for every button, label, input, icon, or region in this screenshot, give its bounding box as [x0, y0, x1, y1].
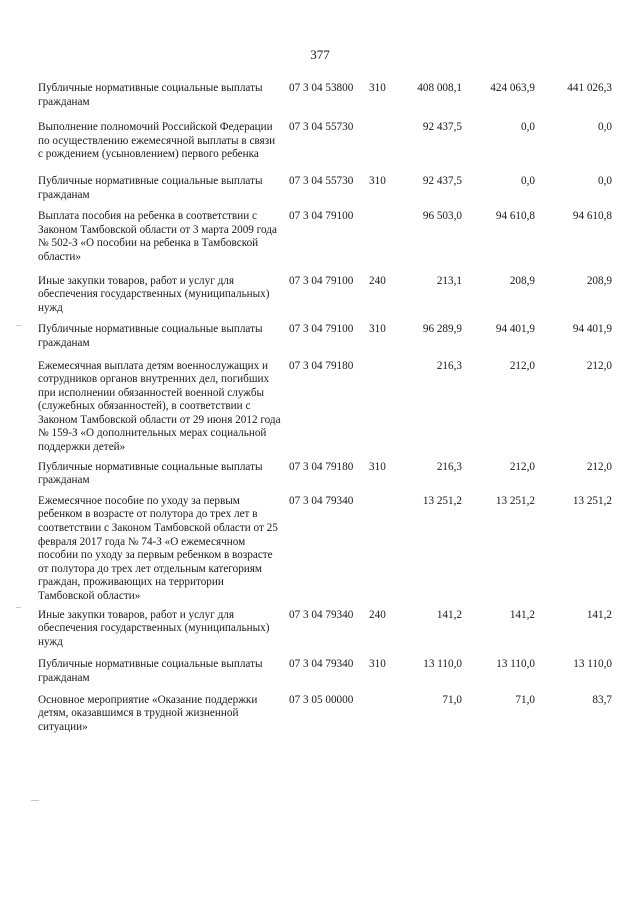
row-value-3: 141,2: [586, 608, 612, 621]
row-value-2: 13 251,2: [495, 494, 535, 507]
page-number: 377: [310, 47, 330, 62]
row-expense-type: 310: [369, 658, 386, 671]
row-value-1: 141,2: [436, 608, 462, 621]
row-value-3: 94 610,8: [572, 210, 612, 223]
row-value-2: 0,0: [521, 174, 535, 187]
row-value-3: 212,0: [586, 460, 612, 473]
table-row: [0, 360, 640, 455]
row-value-1: 92 437,5: [422, 121, 462, 134]
row-code: 07 3 04 55730: [289, 174, 354, 187]
row-name: Ежемесячное пособие по уходу за первым ребенком в возрасте от полутора до трех лет в соответствии с Законом Тамбовской области от 25 февраля 2017 года № 74-З «О ежемесячном пособии по уходу за первым ребенком в возрасте от полутора до трех лет отдельным категориям граждан, проживающих на территории Тамбовской области»: [38, 494, 278, 602]
row-value-3: 0,0: [598, 121, 612, 134]
row-name: Иные закупки товаров, работ и услуг для обеспечения государственных (муниципальных) нужд: [38, 608, 270, 648]
scan-mark: [31, 800, 39, 801]
row-name: Выполнение полномочий Российской Федерации по осуществлению ежемесячной выплаты в связи с рождением (усыновлением) первого ребенка: [38, 121, 276, 161]
row-value-1: 408 008,1: [417, 82, 462, 94]
row-code: 07 3 04 79180: [289, 460, 354, 473]
row-value-1: 96 289,9: [422, 323, 462, 336]
row-name: Ежемесячная выплата детям военнослужащих и сотрудников органов внутренних дел, погибших при исполнении обязанностей военной службы (служебных обязанностей), в соответствии с Законом Тамбовской области от 29 июня 2012 года № 159-З «О дополнительных мерах социальной поддержки детей»: [38, 359, 281, 454]
row-expense-type: 310: [369, 323, 386, 336]
row-code: 07 3 04 79340: [289, 494, 354, 507]
table-row: [0, 121, 640, 162]
row-value-3: 13 110,0: [573, 658, 612, 671]
row-code: 07 3 04 55730: [289, 121, 354, 134]
row-code: 07 3 04 53800: [289, 82, 354, 94]
row-value-1: 13 110,0: [423, 658, 462, 671]
row-name: Иные закупки товаров, работ и услуг для обеспечения государственных (муниципальных) нужд: [38, 274, 270, 314]
row-value-2: 212,0: [509, 460, 535, 473]
row-name: Публичные нормативные социальные выплаты гражданам: [38, 174, 263, 201]
row-value-3: 0,0: [598, 174, 612, 187]
row-name: Выплата пособия на ребенка в соответствии с Законом Тамбовской области от 3 марта 2009 года № 502-З «О пособии на ребенка в Тамбовской области»: [38, 210, 277, 263]
row-name: Основное мероприятие «Оказание поддержки детям, оказавшимся в трудной жизненной ситуации»: [38, 693, 258, 733]
table-row: [0, 609, 640, 650]
row-name: Публичные нормативные социальные выплаты гражданам: [38, 323, 263, 349]
row-value-2: 13 110,0: [496, 658, 535, 671]
row-value-1: 13 251,2: [422, 494, 462, 507]
table-row: [0, 82, 640, 109]
row-code: 07 3 04 79340: [289, 608, 354, 621]
row-name: Публичные нормативные социальные выплаты гражданам: [38, 460, 263, 487]
row-value-3: 94 401,9: [572, 323, 612, 336]
table-row: [0, 275, 640, 316]
table-row: [0, 210, 640, 264]
row-value-1: 71,0: [442, 693, 462, 706]
table-row: [0, 461, 640, 488]
table-row: [0, 175, 640, 202]
row-value-1: 96 503,0: [422, 210, 462, 223]
row-code: 07 3 04 79100: [289, 210, 354, 223]
row-code: 07 3 04 79180: [289, 359, 354, 372]
budget-table: [0, 82, 640, 734]
table-row: [0, 323, 640, 350]
row-name: Публичные нормативные социальные выплаты гражданам: [38, 82, 263, 108]
row-value-2: 208,9: [509, 274, 535, 287]
row-value-3: 83,7: [592, 693, 612, 706]
row-value-1: 213,1: [436, 274, 462, 287]
row-value-1: 92 437,5: [422, 174, 462, 187]
row-value-2: 0,0: [521, 121, 535, 134]
row-name: Публичные нормативные социальные выплаты гражданам: [38, 658, 263, 684]
row-value-2: 141,2: [509, 608, 535, 621]
row-value-3: 441 026,3: [567, 82, 612, 94]
row-value-3: 13 251,2: [572, 494, 612, 507]
row-value-1: 216,3: [436, 359, 462, 372]
row-value-2: 94 610,8: [495, 210, 535, 223]
row-code: 07 3 04 79100: [289, 323, 354, 336]
row-expense-type: 240: [369, 274, 386, 287]
row-expense-type: 310: [369, 82, 386, 94]
row-expense-type: 240: [369, 608, 386, 621]
row-value-2: 424 063,9: [490, 82, 535, 94]
row-value-2: 94 401,9: [495, 323, 535, 336]
row-value-3: 212,0: [586, 359, 612, 372]
row-code: 07 3 04 79340: [289, 658, 354, 671]
row-code: 07 3 04 79100: [289, 274, 354, 287]
row-expense-type: 310: [369, 460, 386, 473]
row-value-3: 208,9: [586, 274, 612, 287]
row-value-2: 212,0: [509, 359, 535, 372]
row-expense-type: 310: [369, 174, 386, 187]
table-row: [0, 495, 640, 604]
table-row: [0, 658, 640, 685]
row-code: 07 3 05 00000: [289, 693, 354, 706]
table-row: [0, 694, 640, 735]
row-value-2: 71,0: [515, 693, 535, 706]
row-value-1: 216,3: [436, 460, 462, 473]
